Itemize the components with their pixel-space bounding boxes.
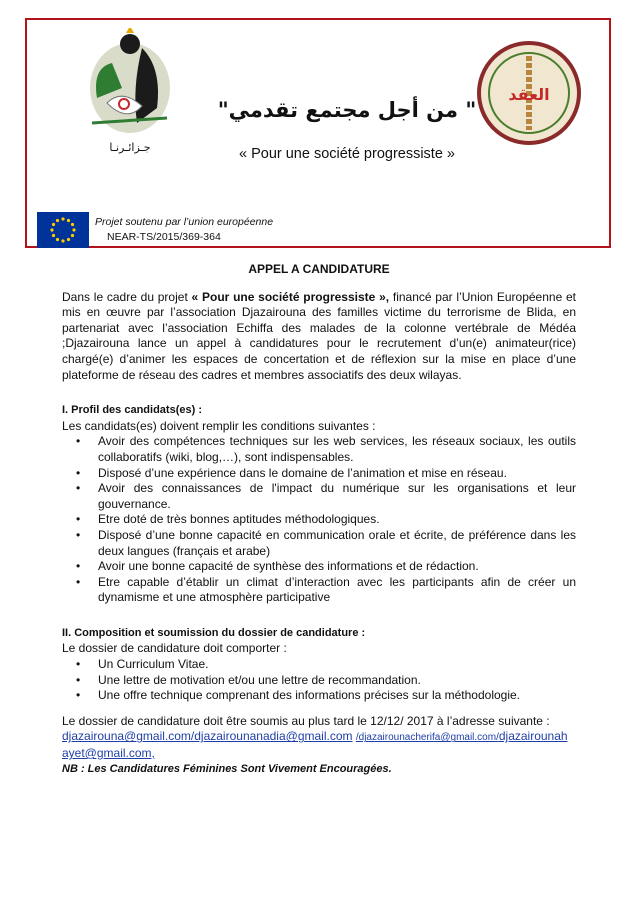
intro-paragraph bbox=[62, 290, 576, 384]
svg-text:العقد: العقد bbox=[508, 85, 550, 104]
section-profile-title: I. Profil des candidats(es) : bbox=[62, 404, 202, 417]
list-item: • Etre doté de très bonnes aptitudes méthodologiques. bbox=[76, 512, 380, 527]
list-item: • Disposé d’une expérience dans le domaine de l’animation et mise en réseau. bbox=[76, 465, 507, 480]
email-addresses bbox=[62, 729, 576, 761]
deadline-text: Le dossier de candidature doit être soumis au plus tard le 12/12/ 2017 à l’adresse suivante : bbox=[62, 713, 550, 728]
svg-text:جـزائـرنـا: جـزائـرنـا bbox=[109, 141, 151, 154]
document-body bbox=[62, 262, 576, 777]
list-item: • Avoir une bonne capacité de synthèse des informations et de rédaction. bbox=[76, 559, 479, 574]
eu-flag-icon bbox=[37, 212, 89, 248]
email-link-3b[interactable]: ayet@gmail.com, bbox=[62, 746, 155, 761]
slogan: « Pour une société progressiste » bbox=[238, 146, 455, 162]
funding-line: Projet soutenu par l’union européenne bbox=[95, 216, 274, 228]
arabic-title: " من أجل مجتمع تقدمي" bbox=[217, 98, 477, 122]
project-name: « Pour une société progressiste », bbox=[191, 289, 390, 304]
intro-text-start: Dans le cadre du projet bbox=[62, 289, 192, 304]
list-item: • Un Curriculum Vitae. bbox=[76, 657, 209, 672]
header-frame bbox=[25, 18, 611, 248]
djazairouna-logo bbox=[82, 28, 177, 158]
list-item: • Une lettre de motivation et/ou une lettre de recommandation. bbox=[76, 672, 421, 687]
email-link-3a[interactable]: djazairounah bbox=[498, 729, 568, 744]
echiffa-logo bbox=[474, 38, 584, 148]
intro-text-end: financé par l’Union Européenne et mis en œuvre par l’association Djazairouna des familles victime du terrorisme de Blida, en partenariat avec l’association Echiffa des malades de la colonne vertébrale de Médéa ;Djazairouna lance un appel à candidatures pour le recrutement d’un(e) animateur(rice) chargé(e) d’animer les espaces de concertation et de réflexion sur la mise en place d’une plateforme de réseau des cadres et membres associatifs des deux wilayas. bbox=[62, 289, 577, 382]
project-reference: NEAR-TS/2015/369-364 bbox=[107, 231, 221, 243]
dossier-list bbox=[62, 657, 576, 704]
section-dossier-title: II. Composition et soumission du dossier de candidature : bbox=[62, 626, 366, 639]
list-item: • Avoir des compétences techniques sur les web services, les réseaux sociaux, les outils collaboratifs (wiki, blog,…), sont indispensables. bbox=[76, 434, 576, 464]
document-title: APPEL A CANDIDATURE bbox=[248, 262, 390, 276]
nb-note: NB : Les Candidatures Féminines Sont Vivement Encouragées. bbox=[62, 762, 392, 775]
email-link-1[interactable]: djazairouna@gmail.com/djazairounanadia@gmail.com bbox=[62, 729, 353, 744]
email-link-2[interactable]: /djazairounacherifa@gmail.com/ bbox=[355, 732, 499, 744]
section-dossier-intro: Le dossier de candidature doit comporter : bbox=[62, 641, 287, 656]
list-item: • Avoir des connaissances de l'impact du numérique sur les organisations et leur gouvernance. bbox=[76, 481, 576, 511]
list-item: • Une offre technique comprenant des informations précises sur la méthodologie. bbox=[76, 688, 521, 703]
list-item: • Disposé d’une bonne capacité en communication orale et écrite, de préférence dans les deux langues (français et arabe) bbox=[76, 527, 576, 558]
section-profile-intro: Les candidats(es) doivent remplir les conditions suivantes : bbox=[62, 418, 376, 433]
list-item: • Etre capable d’établir un climat d’interaction avec les participants afin de créer un dynamisme et une atmosphère participative bbox=[76, 574, 576, 605]
profile-list bbox=[62, 434, 576, 606]
